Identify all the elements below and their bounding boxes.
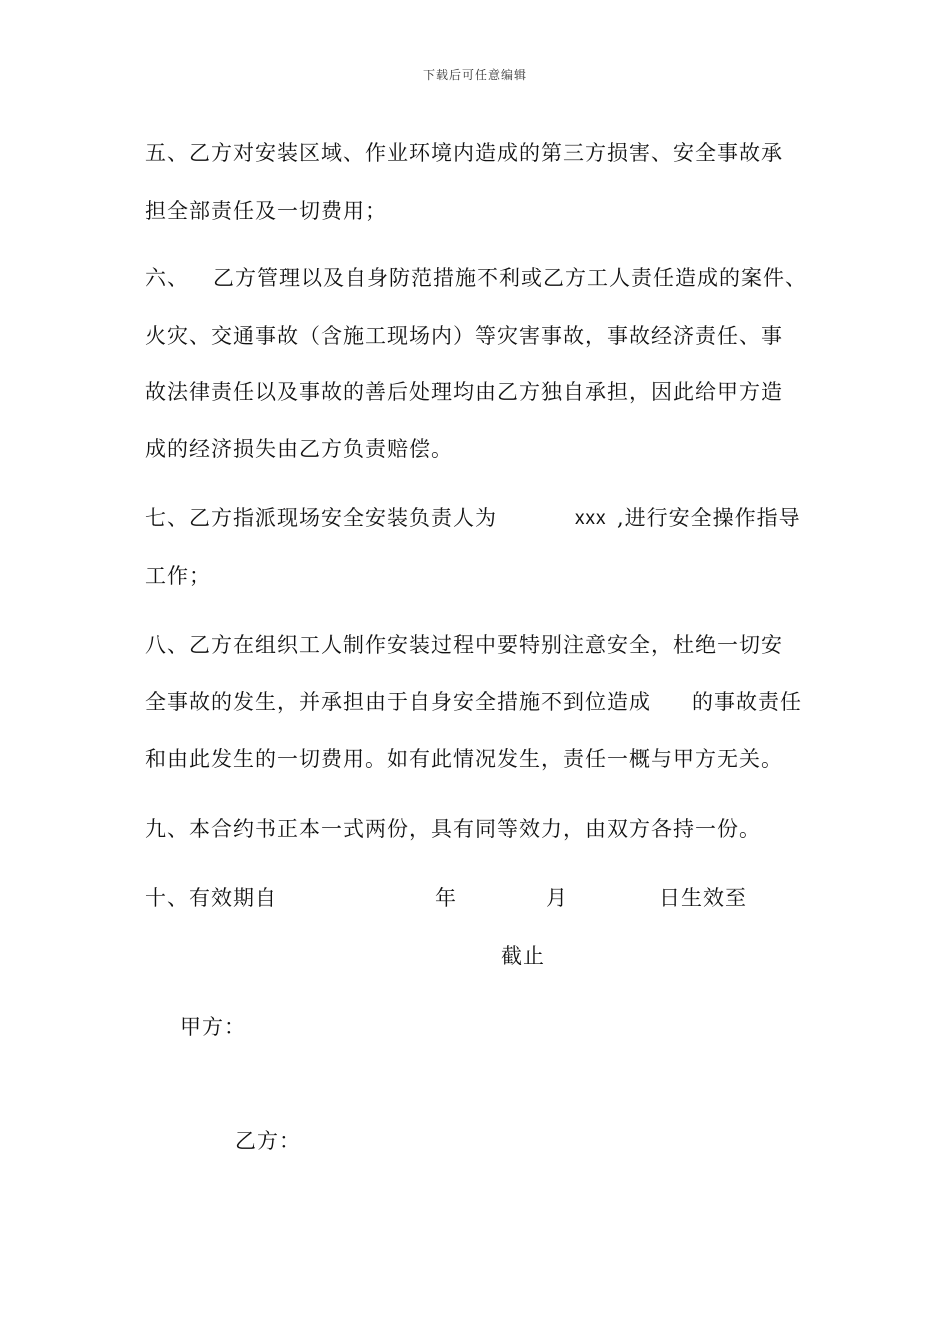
clause-6-line-2: 火灾、交通事故（含施工现场内）等灾害事故，事故经济责任、事: [145, 324, 783, 348]
clause-8-line-2b: 的事故责任: [692, 690, 802, 714]
clause-10-day-effective: 日生效至: [659, 886, 747, 910]
clause-6-number: 六、: [145, 266, 189, 290]
clause-6-line-4: 成的经济损失由乙方负责赔偿。: [145, 437, 453, 461]
page-header: 下载后可任意编辑: [422, 68, 527, 82]
clause-8-line-3: 和由此发生的一切费用。如有此情况发生，责任一概与甲方无关。: [145, 747, 783, 771]
clause-9-line-1: 九、本合约书正本一式两份，具有同等效力，由双方各持一份。: [145, 817, 761, 841]
clause-6-line-1: 乙方管理以及自身防范措施不利或乙方工人责任造成的案件、: [213, 266, 807, 290]
clause-7-line-2: 工作；: [145, 564, 211, 588]
clause-7-person: xxx: [575, 508, 607, 529]
clause-7-part-1: 七、乙方指派现场安全安装负责人为: [145, 506, 497, 530]
clause-10-prefix: 十、有效期自: [145, 886, 277, 910]
clause-8-line-1: 八、乙方在组织工人制作安装过程中要特别注意安全，杜绝一切安: [145, 633, 783, 657]
party-a-signature-label: 甲方：: [180, 1015, 246, 1039]
clause-10-end: 截止: [501, 944, 545, 968]
clause-7-part-2: ,进行安全操作指导: [617, 506, 801, 530]
clause-5-line-1: 五、乙方对安装区域、作业环境内造成的第三方损害、安全事故承: [145, 141, 783, 165]
clause-5-line-2: 担全部责任及一切费用；: [145, 199, 387, 223]
clause-10-month: 月: [546, 886, 568, 910]
party-b-signature-label: 乙方：: [235, 1129, 301, 1153]
clause-10-year: 年: [435, 886, 457, 910]
clause-8-line-2a: 全事故的发生，并承担由于自身安全措施不到位造成: [145, 690, 651, 714]
clause-6-line-3: 故法律责任以及事故的善后处理均由乙方独自承担，因此给甲方造: [145, 380, 783, 404]
